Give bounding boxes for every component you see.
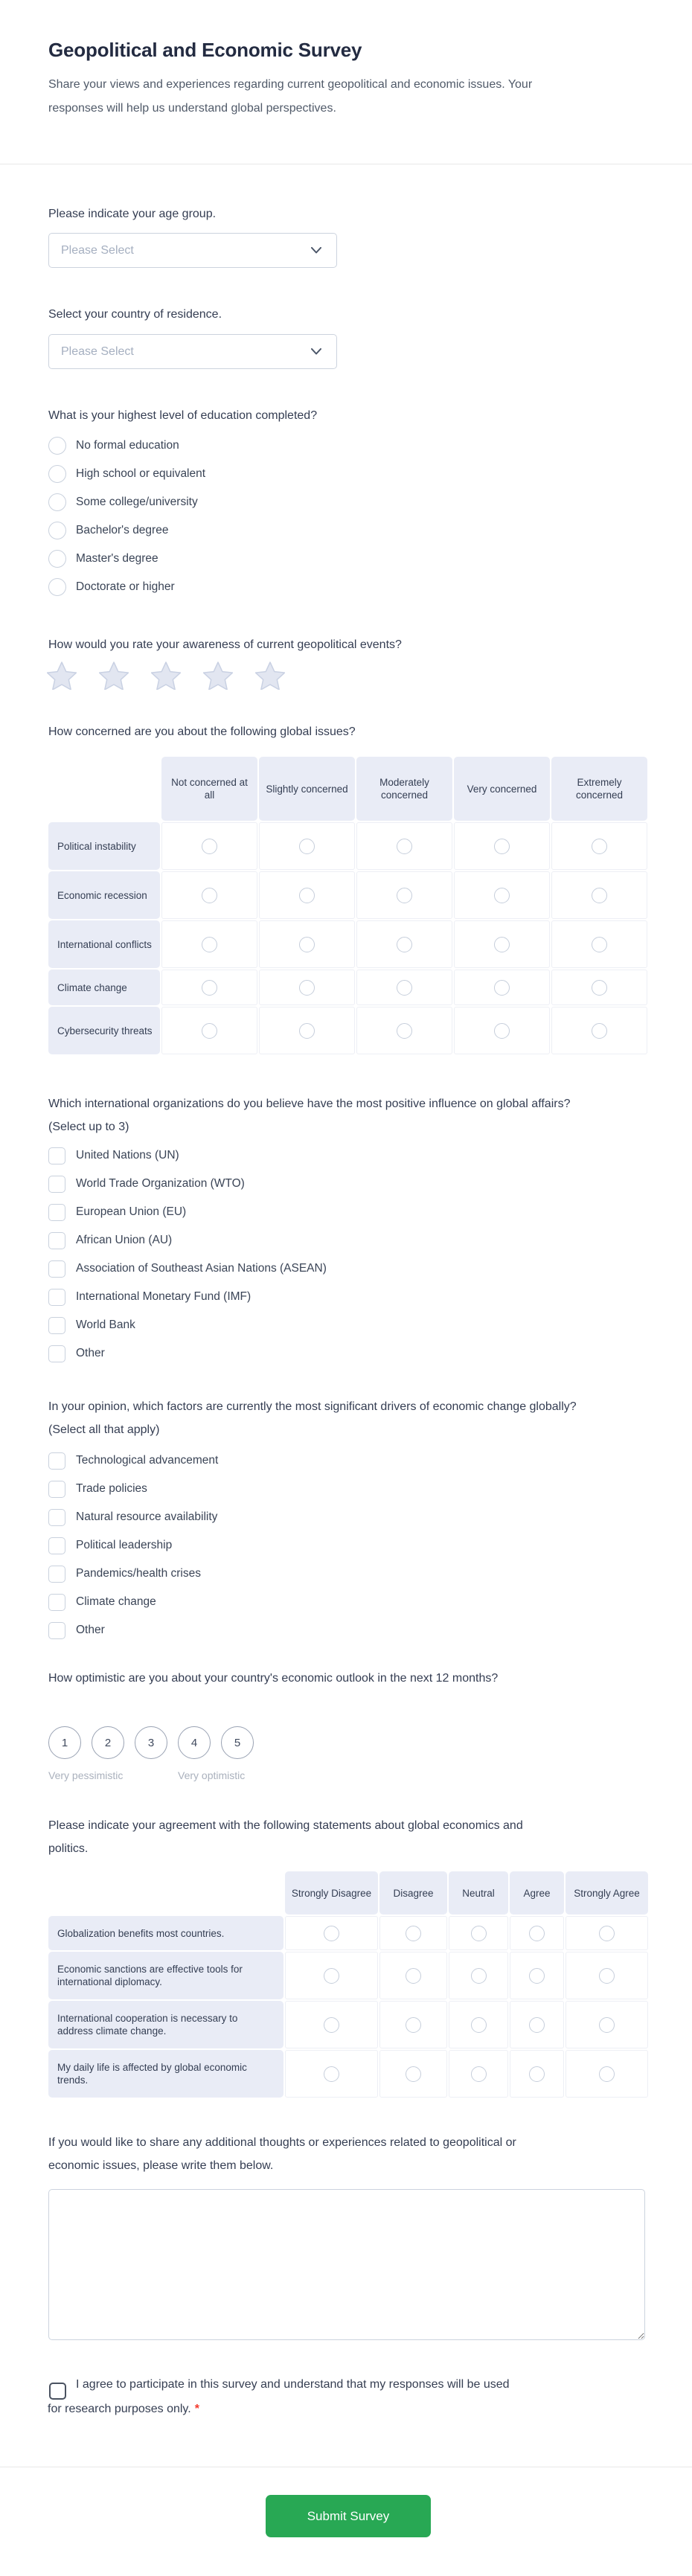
radio-icon[interactable]: [406, 2017, 421, 2033]
checkbox-icon[interactable]: [48, 1509, 65, 1526]
option-label: Natural resource availability: [76, 1510, 218, 1523]
option-label: Trade policies: [76, 1482, 147, 1495]
radio-icon[interactable]: [202, 839, 217, 854]
organization-option[interactable]: [48, 1170, 327, 1198]
matrix-cell[interactable]: [510, 1916, 564, 1950]
radio-icon[interactable]: [599, 1968, 615, 1984]
matrix-cell[interactable]: [161, 970, 257, 1005]
checkbox-icon[interactable]: [48, 1147, 65, 1164]
option-label: Technological advancement: [76, 1454, 219, 1467]
radio-icon[interactable]: [324, 2066, 339, 2082]
checkbox-icon[interactable]: [48, 1260, 65, 1278]
radio-icon[interactable]: [299, 937, 315, 952]
education-option[interactable]: [48, 488, 205, 516]
option-label: No formal education: [76, 439, 179, 452]
matrix-cell[interactable]: [449, 1916, 508, 1950]
checkbox-icon[interactable]: [48, 1481, 65, 1498]
matrix-row-label: Economic recession: [48, 871, 160, 919]
option-label: World Bank: [76, 1319, 135, 1331]
radio-icon[interactable]: [299, 980, 315, 996]
matrix-cell[interactable]: [356, 1007, 452, 1054]
matrix-cell[interactable]: [259, 822, 355, 870]
matrix-cell[interactable]: [551, 920, 647, 968]
driver-option[interactable]: [48, 1560, 218, 1588]
matrix-row-label: Political instability: [48, 822, 160, 870]
matrix-cell[interactable]: [285, 1952, 378, 1999]
radio-icon[interactable]: [599, 1926, 615, 1941]
matrix-row-label: Cybersecurity threats: [48, 1007, 160, 1054]
matrix-cell[interactable]: [566, 1952, 648, 1999]
driver-option[interactable]: [48, 1446, 218, 1475]
radio-icon[interactable]: [406, 1968, 421, 1984]
matrix-cell[interactable]: [454, 822, 550, 870]
radio-icon[interactable]: [397, 937, 412, 952]
option-label: European Union (EU): [76, 1205, 187, 1218]
matrix-corner: [48, 1871, 283, 1915]
matrix-cell[interactable]: [551, 1007, 647, 1054]
matrix-cell[interactable]: [356, 920, 452, 968]
organization-option[interactable]: [48, 1226, 327, 1255]
radio-icon[interactable]: [397, 839, 412, 854]
option-label: World Trade Organization (WTO): [76, 1177, 245, 1190]
page-subtitle: Share your views and experiences regarding current geopolitical and economic issues. Your responses will help us understand global perspectives.: [48, 78, 533, 115]
driver-option[interactable]: [48, 1616, 218, 1644]
checkbox-icon[interactable]: [48, 1317, 65, 1334]
driver-option[interactable]: [48, 1503, 218, 1531]
radio-icon[interactable]: [592, 839, 607, 854]
radio-icon[interactable]: [202, 1023, 217, 1039]
checkbox-icon[interactable]: [48, 1289, 65, 1306]
radio-icon[interactable]: [471, 1968, 487, 1984]
radio-icon[interactable]: [494, 980, 510, 996]
chevron-down-icon: [311, 247, 321, 254]
option-label: Other: [76, 1624, 105, 1636]
radio-icon[interactable]: [48, 437, 66, 455]
matrix-cell[interactable]: [161, 871, 257, 919]
radio-icon[interactable]: [48, 465, 66, 483]
matrix-cell[interactable]: [379, 1952, 447, 1999]
matrix-cell[interactable]: [510, 2050, 564, 2098]
matrix-column-header: Disagree: [379, 1871, 447, 1915]
option-label: Pandemics/health crises: [76, 1567, 201, 1580]
radio-icon[interactable]: [529, 1926, 545, 1941]
matrix-cell[interactable]: [454, 1007, 550, 1054]
concern-matrix: [48, 757, 647, 1054]
education-option[interactable]: [48, 516, 205, 545]
star-rating: [47, 661, 285, 690]
organization-options: [48, 1141, 327, 1368]
country-select[interactable]: [48, 334, 337, 369]
matrix-cell[interactable]: [551, 871, 647, 919]
radio-icon[interactable]: [48, 578, 66, 596]
matrix-cell[interactable]: [356, 871, 452, 919]
matrix-cell[interactable]: [161, 1007, 257, 1054]
star-icon[interactable]: [151, 661, 181, 690]
option-label: International Monetary Fund (IMF): [76, 1290, 252, 1303]
matrix-cell[interactable]: [566, 2050, 648, 2098]
matrix-row-label: My daily life is affected by global economic trends.: [48, 2050, 283, 2098]
radio-icon[interactable]: [48, 522, 66, 539]
scale-option[interactable]: 5: [221, 1726, 254, 1759]
radio-icon[interactable]: [48, 550, 66, 568]
organization-option[interactable]: [48, 1198, 327, 1226]
education-option[interactable]: [48, 573, 205, 601]
question-drivers-label: In your opinion, which factors are currently the most significant drivers of economic change globally? (Select all that apply): [48, 1400, 577, 1436]
additional-comments-textarea[interactable]: [48, 2189, 645, 2340]
matrix-row-label: International cooperation is necessary to address climate change.: [48, 2001, 283, 2048]
matrix-cell[interactable]: [449, 1952, 508, 1999]
star-icon[interactable]: [203, 661, 233, 690]
matrix-cell[interactable]: [510, 1952, 564, 1999]
matrix-cell[interactable]: [379, 1916, 447, 1950]
question-education-label: What is your highest level of education completed?: [48, 409, 318, 422]
radio-icon[interactable]: [471, 2066, 487, 2082]
matrix-cell[interactable]: [510, 2001, 564, 2048]
matrix-cell[interactable]: [454, 871, 550, 919]
matrix-column-header: Extremely concerned: [551, 757, 647, 821]
checkbox-icon[interactable]: [48, 1537, 65, 1554]
driver-option[interactable]: [48, 1531, 218, 1560]
radio-icon[interactable]: [299, 888, 315, 903]
matrix-column-header: Not concerned at all: [161, 757, 257, 821]
organization-option[interactable]: [48, 1283, 327, 1311]
age-select[interactable]: [48, 233, 337, 268]
driver-option[interactable]: [48, 1588, 218, 1616]
radio-icon[interactable]: [494, 1023, 510, 1039]
radio-icon[interactable]: [494, 888, 510, 903]
checkbox-icon[interactable]: [48, 1594, 65, 1611]
question-additional-label: If you would like to share any additional thoughts or experiences related to geopolitical or economic issues, please write them below.: [48, 2136, 516, 2172]
country-select-placeholder: Please Select: [61, 345, 134, 358]
education-option[interactable]: [48, 545, 205, 573]
matrix-column-header: Very concerned: [454, 757, 550, 821]
radio-icon[interactable]: [494, 937, 510, 952]
radio-icon[interactable]: [494, 839, 510, 854]
matrix-cell[interactable]: [551, 822, 647, 870]
matrix-cell[interactable]: [259, 970, 355, 1005]
checkbox-icon[interactable]: [48, 1204, 65, 1221]
checkbox-icon[interactable]: [48, 1345, 65, 1362]
scale-max-label: Very optimistic: [178, 1769, 246, 1781]
radio-icon[interactable]: [406, 2066, 421, 2082]
matrix-cell[interactable]: [161, 822, 257, 870]
radio-icon[interactable]: [592, 888, 607, 903]
matrix-row-label: Globalization benefits most countries.: [48, 1916, 283, 1950]
matrix-cell[interactable]: [566, 1916, 648, 1950]
question-awareness-label: How would you rate your awareness of current geopolitical events?: [48, 638, 402, 651]
education-option[interactable]: [48, 432, 205, 460]
education-options: [48, 432, 205, 601]
star-icon[interactable]: [47, 661, 77, 690]
matrix-row-label: Economic sanctions are effective tools for international diplomacy.: [48, 1952, 283, 1999]
required-asterisk: *: [194, 2403, 199, 2415]
education-option[interactable]: [48, 460, 205, 488]
option-label: Climate change: [76, 1595, 156, 1608]
matrix-cell[interactable]: [285, 1916, 378, 1950]
matrix-cell[interactable]: [454, 970, 550, 1005]
radio-icon[interactable]: [592, 937, 607, 952]
option-label: Master's degree: [76, 552, 158, 565]
checkbox-icon[interactable]: [48, 1176, 65, 1193]
option-label: Bachelor's degree: [76, 524, 169, 536]
submit-button[interactable]: Submit Survey: [266, 2495, 431, 2537]
organization-option[interactable]: [48, 1141, 327, 1170]
radio-icon[interactable]: [324, 1968, 339, 1984]
checkbox-icon[interactable]: [48, 1566, 65, 1583]
matrix-column-header: Agree: [510, 1871, 564, 1915]
scale-option[interactable]: 2: [92, 1726, 124, 1759]
scale-option[interactable]: 3: [135, 1726, 167, 1759]
radio-icon[interactable]: [202, 937, 217, 952]
option-label: United Nations (UN): [76, 1149, 179, 1162]
option-label: Association of Southeast Asian Nations (ASEAN): [76, 1262, 327, 1275]
question-organizations-label: Which international organizations do you believe have the most positive influence on global affairs? (Select up to 3): [48, 1098, 571, 1133]
organization-option[interactable]: [48, 1255, 327, 1283]
option-label: Political leadership: [76, 1539, 173, 1551]
consent-label: I agree to participate in this survey and understand that my responses will be used for research purposes only.: [48, 2378, 510, 2415]
question-age-label: Please indicate your age group.: [48, 208, 217, 220]
star-icon[interactable]: [255, 661, 285, 690]
driver-options: [48, 1446, 218, 1644]
matrix-column-header: Neutral: [449, 1871, 508, 1915]
matrix-cell[interactable]: [449, 2050, 508, 2098]
matrix-cell[interactable]: [356, 970, 452, 1005]
matrix-corner: [48, 757, 160, 821]
question-country-label: Select your country of residence.: [48, 308, 222, 321]
question-agreement-label: Please indicate your agreement with the following statements about global economics and politics.: [48, 1819, 523, 1855]
matrix-cell[interactable]: [259, 1007, 355, 1054]
matrix-cell[interactable]: [285, 2050, 378, 2098]
consent-statement: [48, 2372, 520, 2421]
option-label: Doctorate or higher: [76, 580, 175, 593]
option-label: Some college/university: [76, 496, 198, 508]
matrix-cell[interactable]: [259, 920, 355, 968]
radio-icon[interactable]: [529, 2017, 545, 2033]
radio-icon[interactable]: [471, 2017, 487, 2033]
radio-icon[interactable]: [202, 980, 217, 996]
matrix-cell[interactable]: [454, 920, 550, 968]
radio-icon[interactable]: [299, 1023, 315, 1039]
matrix-column-header: Strongly Disagree: [285, 1871, 378, 1915]
radio-icon[interactable]: [592, 1023, 607, 1039]
option-label: African Union (AU): [76, 1234, 173, 1246]
star-icon[interactable]: [99, 661, 129, 690]
matrix-column-header: Slightly concerned: [259, 757, 355, 821]
radio-icon[interactable]: [599, 2017, 615, 2033]
radio-icon[interactable]: [592, 980, 607, 996]
chevron-down-icon: [311, 348, 321, 355]
matrix-row-label: International conflicts: [48, 920, 160, 968]
radio-icon[interactable]: [48, 493, 66, 511]
matrix-cell[interactable]: [161, 920, 257, 968]
matrix-row-label: Climate change: [48, 970, 160, 1005]
checkbox-icon[interactable]: [48, 1232, 65, 1249]
organization-option[interactable]: [48, 1311, 327, 1339]
matrix-cell[interactable]: [285, 2001, 378, 2048]
option-label: Other: [76, 1347, 105, 1359]
matrix-cell[interactable]: [449, 2001, 508, 2048]
radio-icon[interactable]: [397, 980, 412, 996]
option-label: High school or equivalent: [76, 467, 206, 480]
matrix-cell[interactable]: [379, 2050, 447, 2098]
radio-icon[interactable]: [397, 1023, 412, 1039]
matrix-cell[interactable]: [551, 970, 647, 1005]
matrix-column-header: Strongly Agree: [566, 1871, 648, 1915]
page-title: Geopolitical and Economic Survey: [48, 39, 362, 61]
agreement-matrix: [48, 1871, 648, 2098]
scale-min-label: Very pessimistic: [48, 1769, 124, 1781]
question-outlook-label: How optimistic are you about your country's economic outlook in the next 12 months?: [48, 1672, 499, 1685]
matrix-cell[interactable]: [379, 2001, 447, 2048]
radio-icon[interactable]: [599, 2066, 615, 2082]
scale-option[interactable]: 1: [48, 1726, 81, 1759]
radio-icon[interactable]: [299, 839, 315, 854]
driver-option[interactable]: [48, 1475, 218, 1503]
age-select-placeholder: Please Select: [61, 243, 134, 257]
scale-option[interactable]: 4: [178, 1726, 211, 1759]
radio-icon[interactable]: [529, 1968, 545, 1984]
matrix-cell[interactable]: [356, 822, 452, 870]
radio-icon[interactable]: [397, 888, 412, 903]
organization-option[interactable]: [48, 1339, 327, 1368]
question-concern-label: How concerned are you about the following global issues?: [48, 725, 356, 738]
radio-icon[interactable]: [324, 1926, 339, 1941]
matrix-cell[interactable]: [259, 871, 355, 919]
radio-icon[interactable]: [471, 1926, 487, 1941]
radio-icon[interactable]: [324, 2017, 339, 2033]
matrix-column-header: Moderately concerned: [356, 757, 452, 821]
outlook-scale: [48, 1726, 254, 1759]
radio-icon[interactable]: [529, 2066, 545, 2082]
radio-icon[interactable]: [406, 1926, 421, 1941]
checkbox-icon[interactable]: [48, 1452, 65, 1470]
checkbox-icon[interactable]: [48, 1622, 65, 1639]
matrix-cell[interactable]: [566, 2001, 648, 2048]
radio-icon[interactable]: [202, 888, 217, 903]
